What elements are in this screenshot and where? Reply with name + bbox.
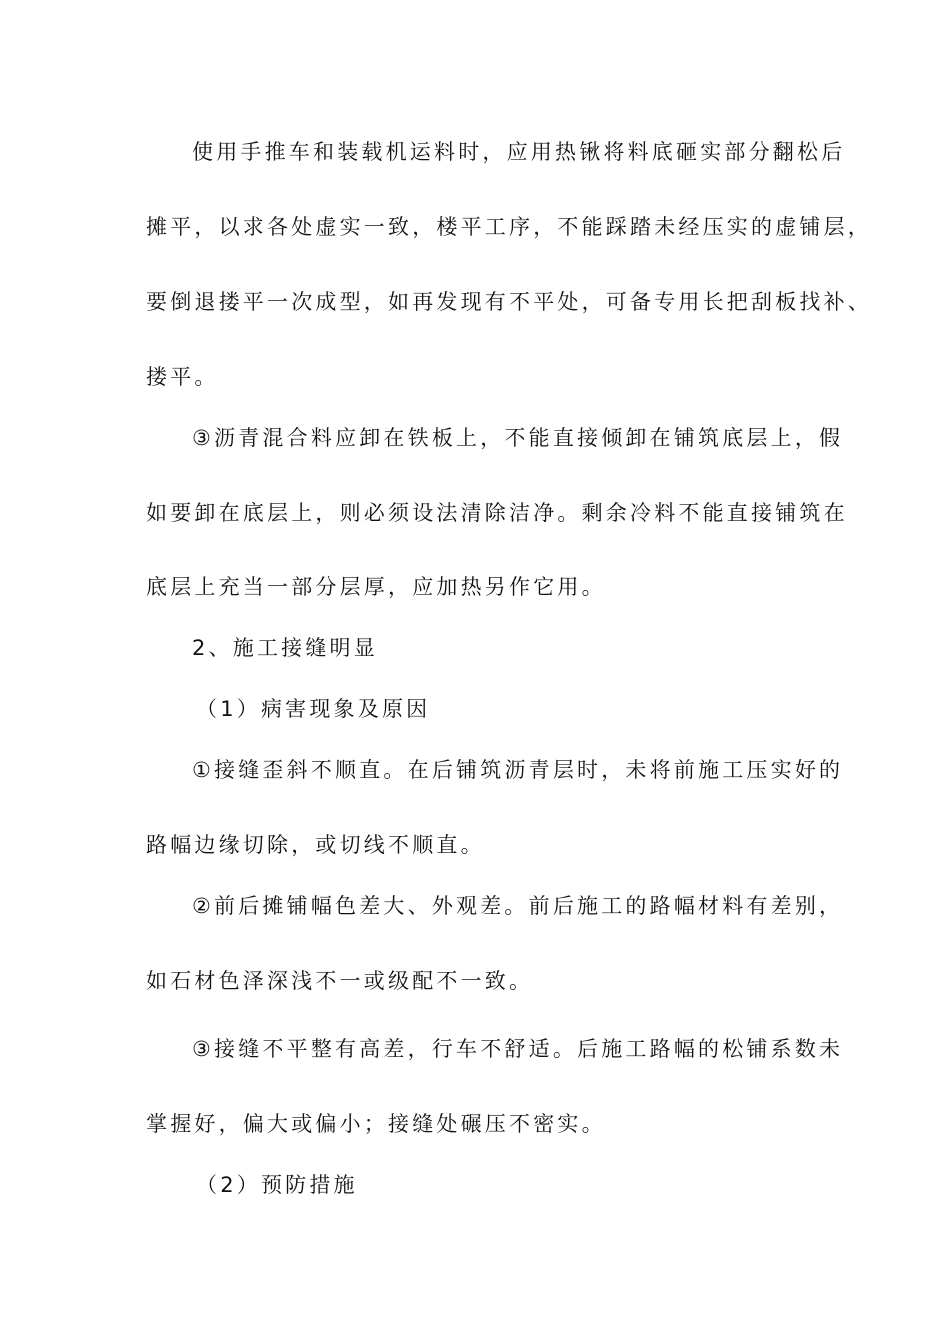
paragraph-line: 使用手推车和装载机运料时，应用热锹将料底砸实部分翻松后 [192,140,846,164]
section-heading: 2、施工接缝明显 [192,636,378,660]
paragraph-line: 要倒退搂平一次成型，如再发现有不平处，可备专用长把刮板找补、 [146,290,872,314]
paragraph-line: 底层上充当一部分层厚，应加热另作它用。 [146,575,606,599]
paragraph-line: ③沥青混合料应卸在铁板上，不能直接倾卸在铺筑底层上，假 [192,426,844,450]
paragraph-line: 摊平，以求各处虚实一致，楼平工序，不能踩踏未经压实的虚铺层， [146,215,872,239]
subsection-heading: （1）病害现象及原因 [196,697,431,721]
paragraph-line: ②前后摊铺幅色差大、外观差。前后施工的路幅材料有差别， [192,894,844,918]
paragraph-line: 如石材色泽深浅不一或级配不一致。 [146,969,534,993]
paragraph-line: 路幅边缘切除，或切线不顺直。 [146,833,485,857]
paragraph-line: 搂平。 [146,365,219,389]
subsection-heading: （2）预防措施 [196,1173,358,1197]
paragraph-line: 掌握好，偏大或偏小；接缝处碾压不密实。 [146,1112,606,1136]
paragraph-line: ①接缝歪斜不顺直。在后铺筑沥青层时，未将前施工压实好的 [192,758,844,782]
paragraph-line: 如要卸在底层上，则必须设法清除洁净。剩余冷料不能直接铺筑在 [146,501,848,525]
paragraph-line: ③接缝不平整有高差，行车不舒适。后施工路幅的松铺系数未 [192,1037,844,1061]
